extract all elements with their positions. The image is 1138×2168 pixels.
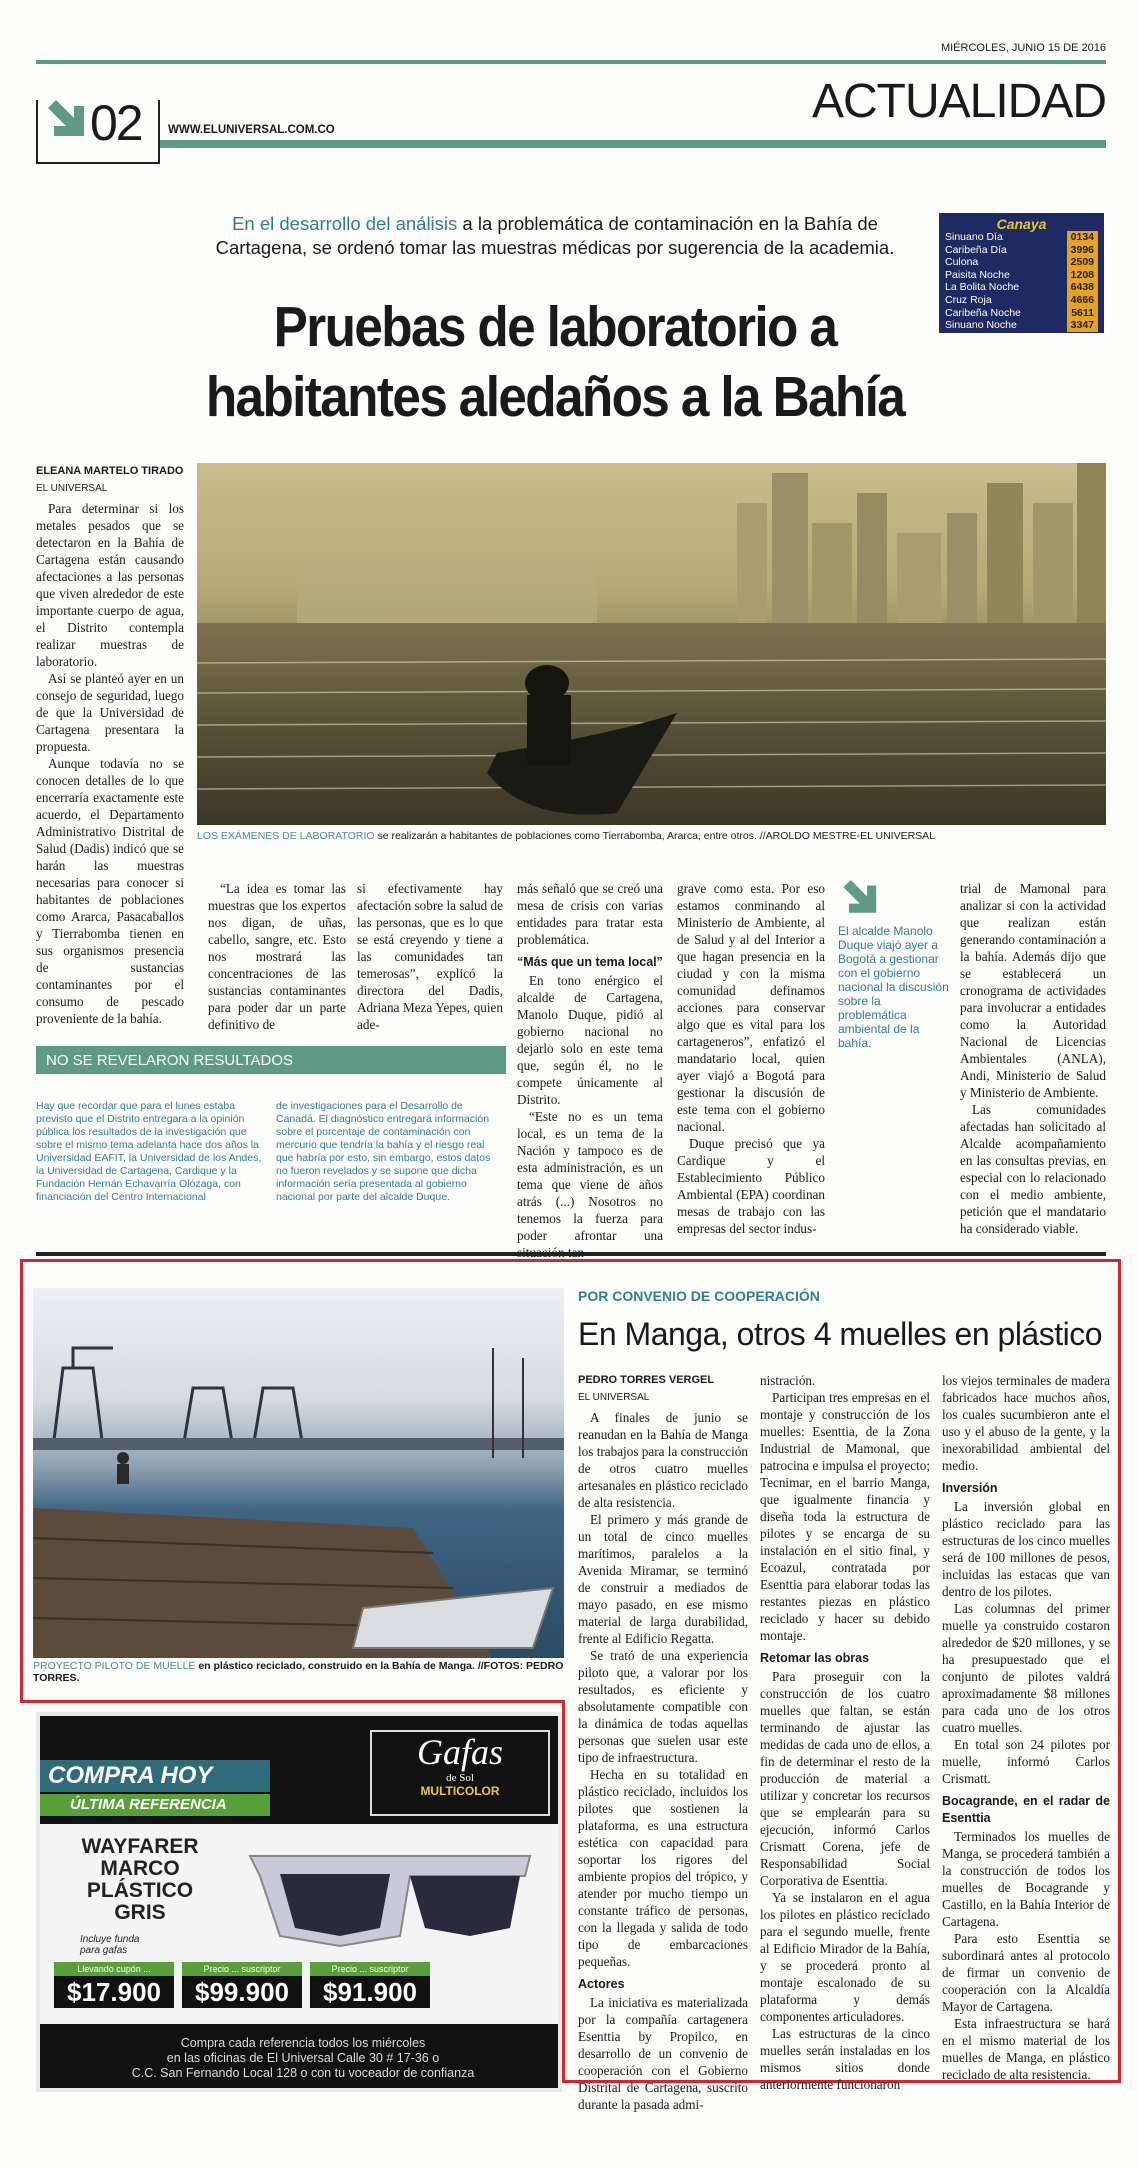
lottery-row: [945, 256, 1098, 269]
pullquote: [838, 880, 952, 1050]
pier-photo-caption: [33, 1660, 564, 1684]
lottery-label: Caribeña Día: [945, 243, 1007, 256]
lead-highlight: En el desarrollo del análisis: [232, 213, 458, 234]
subheading: Inversión: [942, 1481, 998, 1495]
ad-product-line-4: GRIS: [114, 1901, 166, 1924]
ad-brand-script: Gafas: [416, 1732, 503, 1772]
lottery-value: 3347: [1067, 319, 1098, 332]
ad-price-label: Llevando cupón ...: [54, 1962, 174, 1976]
lottery-brand: Canaya: [996, 216, 1047, 232]
subheading: “Más que un tema local”: [517, 955, 663, 969]
ad-price-value: $17.900: [54, 1976, 174, 2008]
headline-line-2: habitantes aledaños a la Bahía: [205, 365, 905, 429]
paragraph: grave como esta. Por eso estamos conminando al Ministerio de Ambiente, al de Salud y al del Interior a que hagan presencia en la ciudad y con la misma comunidad definamos acciones para conservar algo que es vital para los cartageneros”, enfatizó el mandatario local, quien ayer viajó a Bogotá para gestionar la discusión de este tema con el gobierno nacional.: [677, 881, 825, 1134]
ad-brand-sub: de Sol: [446, 1772, 474, 1784]
ad-footer-line-2: en las oficinas de El Universal Calle 30 # 17-36 o: [166, 2051, 440, 2065]
arrow-down-right-icon: [42, 100, 86, 144]
manga-column-1: [578, 1372, 748, 2113]
ad-price-label: Precio ... suscriptor: [182, 1962, 302, 1976]
header-rule: [160, 140, 1106, 148]
results-box: [36, 1046, 506, 1226]
ad-price-block: [310, 1962, 430, 2008]
paragraph: Las estructuras de la cinco muelles serán instaladas en los mismos sitios donde anteriormente funcionaron: [760, 2026, 930, 2092]
section-divider: [36, 1252, 1106, 1256]
manga-outlet: EL UNIVERSAL: [578, 1392, 650, 1403]
paragraph: Así se planteó ayer en un consejo de seguridad, luego de que la Universidad de Cartagena presentara la propuesta.: [36, 671, 184, 754]
issue-date: MIÉRCOLES, JUNIO 15 DE 2016: [940, 42, 1106, 54]
paragraph: si efectivamente hay afectación sobre la salud de las personas, que es lo que se está creyendo y tiene a las comunidades tan temerosas”, explicó la directora del Dadis, Adriana Meza Yepes, quien ade-: [357, 881, 503, 1032]
paragraph: El primero y más grande de un total de cinco muelles marítimos, paralelos a la Avenida Miramar, se terminó de construir a mediados de mayo pasado, en ese mismo material de larga durabilidad, frente al Edificio Regatta.: [578, 1512, 748, 1646]
highlight-frame-mid: [20, 1700, 565, 1703]
paragraph: Para esto Esenttia se subordinará antes al protocolo de firmar un convenio de cooperación con la Alcaldía Mayor de Cartagena.: [942, 1931, 1110, 2014]
ad-price-value: $91.900: [310, 1976, 430, 2008]
ad-footer-line-1: Compra cada referencia todos los miércoles: [180, 2036, 426, 2050]
ad-price-value: $99.900: [182, 1976, 302, 2008]
main-column-1: [36, 463, 184, 1027]
lottery-row: [945, 269, 1098, 282]
ad-footer-line-3: C.C. San Fernando Local 128 o con tu voceador de confianza: [131, 2066, 475, 2080]
pier-photo-caption-lead: PROYECTO PILOTO DE MUELLE: [33, 1660, 196, 1672]
paragraph: Para proseguir con la construcción de los cuatro muelles que faltan, se están terminando de ajustar las medidas de cada uno de ellos, a fin de determinar el resto de la producción de material a utilizar y concretar los recursos que se emplearán para su ejecución, informó Carlos Crismatt Corena, jefe de Responsabilidad Social Corporativa de Esenttia.: [760, 1669, 930, 1888]
paragraph: Las comunidades afectadas han solicitado al Alcalde acompañamiento en las consultas previas, en especial con lo relacionado con el medio ambiente, petición que el mandatario ha considerado viable.: [960, 1102, 1106, 1236]
paragraph: La inversión global en plástico reciclado para las estructuras de los cinco muelles será de 100 millones de pesos, incluidas las estacas que van dentro de los pilotes.: [942, 1499, 1110, 1599]
main-column-7: [960, 880, 1106, 1237]
ad-banner-bottom: ÚLTIMA REFERENCIA: [40, 1794, 270, 1816]
lead-summary: [215, 212, 895, 260]
paragraph: “Este no es un tema local, es un tema de la Nación y tampoco es de esta administración, es un tema que viene de años atrás (...) Nosotros no tenemos la fuerza para poder afrontar una: [517, 1109, 663, 1243]
page-number-box: [36, 95, 160, 164]
lottery-value: 1208: [1067, 269, 1098, 282]
paragraph: En total son 24 pilotes por muelle, informó Carlos Crismatt.: [942, 1737, 1110, 1786]
lottery-label: Paisita Noche: [945, 268, 1010, 281]
subheading: Actores: [578, 1977, 625, 1991]
ad-price-block: [182, 1962, 302, 2008]
ad-product-line-1: WAYFARER: [81, 1835, 199, 1858]
paragraph: nistración.: [760, 1373, 816, 1388]
lottery-label: Cruz Roja: [945, 293, 992, 306]
lottery-label: Sinuano Noche: [945, 319, 1017, 332]
lottery-label: Culona: [945, 256, 979, 269]
main-photo-caption: [197, 830, 1106, 842]
author: ELEANA MARTELO TIRADO: [36, 465, 184, 477]
ad-banner-top: COMPRA HOY: [40, 1760, 270, 1792]
ad-product-name: [50, 1836, 230, 1924]
ad-includes: Incluye funda para gafas: [80, 1934, 140, 1956]
sunglasses-ad[interactable]: [36, 1712, 562, 2092]
results-box-title-bar: [36, 1046, 506, 1074]
headline-line-1: Pruebas de laboratorio a: [273, 295, 837, 359]
lottery-value: 4666: [1067, 294, 1098, 307]
paragraph: Se trató de una experiencia piloto que, a valorar por los resultados, es eficiente y absolutamente compatible con la dinámica de todas aquellas personas que suelen usar este tipo de infraestructura.: [578, 1648, 748, 1765]
paragraph: Esta infraestructura se hará en el mismo material de los muelles de Manga, en plástico reciclado de alta resistencia.: [942, 2016, 1110, 2082]
lottery-value: 6438: [1067, 281, 1098, 294]
paragraph: Las columnas del primer muelle ya construido costaron alrededor de $20 millones, y se ha presupuestado que el conjunto de pilotes valdrá aproximadamente $8 millones para cada uno de los otros cuatro muelles.: [942, 1601, 1110, 1735]
ad-brand: [370, 1730, 550, 1816]
manga-headline: En Manga, otros 4 muelles en plástico: [578, 1316, 1103, 1352]
ad-brand-color: MULTICOLOR: [420, 1784, 500, 1798]
ad-price-label: Precio ... suscriptor: [310, 1962, 430, 1976]
paragraph: los viejos terminales de madera fabricados hace muchos años, los cuales sucumbieron ante el uso y el abuso de la gente, y la inexorabilidad ambiental del medio.: [942, 1373, 1110, 1473]
lottery-value: 0134: [1067, 231, 1098, 244]
section-name: ACTUALIDAD: [811, 75, 1106, 128]
lottery-row: [945, 244, 1098, 257]
results-box-left-text: Hay que recordar que para el lunes estaba previsto que el Distrito entregara a la opinión pública los resultados de la investigación que sobre el mismo tema adelanta hace dos años la Universidad EAFIT, la Universidad de los Andes, la Universidad de Cartagena, Cardique y la Fundación Hernán Echavarría Olózaga, con financiación del Centro Internacional: [36, 1100, 262, 1203]
paragraph: En tono enérgico el alcalde de Cartagena, Manolo Duque, pidió al gobierno nacional no dejarlo solo en este tema que, según él, no le compete únicamente al Distrito.: [517, 973, 663, 1107]
pier-photo: [33, 1288, 564, 1658]
subheading: Retomar las obras: [760, 1651, 870, 1665]
lottery-value: 3996: [1067, 244, 1098, 257]
paragraph: más señaló que se creó una mesa de crisis con varias entidades para tratar esta problemática.: [517, 881, 663, 947]
lottery-label: Caribeña Noche: [945, 306, 1021, 319]
lead-text: a la problemática de contaminación en la Bahía de Cartagena, se ordenó tomar las muestras médicas por sugerencia de la academia.: [215, 213, 895, 258]
main-photo-caption-lead: LOS EXÁMENES DE LABORATORIO: [197, 830, 375, 842]
paragraph: Ya se instalaron en el agua los pilotes en plástico reciclado para el segundo muelle, frente al Edificio Mirador de la Bahía, y se procederá pronto al montaje escalonado de su plataforma y demás componentes articuladores.: [760, 1890, 930, 2024]
arrow-down-right-icon: [838, 880, 878, 920]
sunglasses-image: [240, 1836, 540, 1956]
paragraph: Duque precisó que ya Cardique y el Establecimiento Público Ambiental (EPA) coordinan mesas de trabajo con las empresas del sector indus-: [677, 1136, 825, 1236]
lottery-row: [945, 231, 1098, 244]
website-url[interactable]: WWW.ELUNIVERSAL.COM.CO: [168, 124, 335, 136]
results-box-right-text: de investigaciones para el Desarrollo de Canadá. El diagnóstico entregará información sobre el porcentaje de contaminación con mercurio que tendría la bahía y el riesgo real que habría por esto, sin embargo, estos datos no fueron revelados y se supone que dicha información sería presentada al gobierno nacional por parte del alcalde Duque.: [276, 1100, 491, 1203]
headline: [110, 292, 1001, 432]
paragraph: A finales de junio se reanudan en la Bahía de Manga los trabajos para la construcción de otros cuatro muelles artesanales en plástico reciclado de alta resistencia.: [578, 1410, 748, 1510]
subheading: Bocagrande, en el radar de Esenttia: [942, 1794, 1110, 1825]
paragraph: Para determinar si los metales pesados que se detectaron en la Bahía de Cartagena están causando afectaciones a las personas que viven alrededor de este importante cuerpo de agua, el Distrito contempla realizar muestras de laboratorio.: [36, 501, 184, 669]
manga-kicker: POR CONVENIO DE COOPERACIÓN: [578, 1288, 820, 1304]
ad-product-line-2: MARCO: [100, 1857, 180, 1880]
lottery-label: La Bolita Noche: [945, 281, 1020, 294]
manga-author: PEDRO TORRES VERGEL: [578, 1374, 715, 1386]
paragraph: “La idea es tomar las muestras que los expertos nos digan, de uñas, cabello, sangre, etc. Esto nos mostrará las concentraciones de las sustancias contaminantes para poder dar un parte definitivo de: [208, 881, 346, 1032]
manga-column-2: [760, 1372, 930, 2093]
main-column-4: [517, 880, 663, 1261]
paragraph: Hecha en su totalidad en plástico reciclado, incluidos los pilotes que sostienen la plataforma, es una estructura estética con capacidad para soportar los rigores del ambiente propios del trópico, y atender por mucho tiempo un constante tráfico de personas, con la llegada y salida de todo tipo de embarcaciones pequeñas.: [578, 1767, 748, 1969]
paragraph: Aunque todavía no se conocen detalles de lo que encerraría exactamente este acuerdo, el Departamento Administrativo Distrital de Salud (Dadis) indicó que se harán las muestras necesarias para conocer si habitantes de poblaciones como Ararca, Pasacaballos y Tierrabomba tienen en sus organismos presencia de sustancias contaminantes por el consumo de pescado proveniente de la bahía.: [36, 756, 184, 1026]
page-number: 02: [90, 95, 142, 151]
paragraph: Participan tres empresas en el montaje y construcción de los muelles: Esenttia, de la Zona Industrial de Mamonal, que patrocina e impulsa el proyecto; Tecnimar, en el barrio Manga, que igualmente financia y diseña toda la estructura de pilotes y se encarga de su instalación en el sitio final, y Ecoazul, contratada por Esenttia para elaborar todas las restantes piezas en plástico reciclado y hacer su debido montaje.: [760, 1390, 930, 1643]
ad-price-block: [54, 1962, 174, 2008]
outlet: EL UNIVERSAL: [36, 483, 108, 494]
main-photo-caption-text: se realizarán a habitantes de poblaciones como Tierrabomba, Ararca, entre otros. //AROLDO MESTRE-EL UNIVERSAL: [374, 830, 936, 842]
lottery-label: Sinuano Día: [945, 231, 1003, 243]
bay-photo: [197, 463, 1106, 825]
paragraph: La iniciativa es materializada por la compañía cartagenera Esenttia by Propilco, en desarrollo de un convenio de cooperación con el Gobierno Distrital de Cartagena, suscrito durante la pasada admi-: [578, 1995, 748, 2112]
pullquote-text: El alcalde Manolo Duque viajó ayer a Bogotá a gestionar con el gobierno nacional la discusión sobre la problemática ambiental de la bahía.: [838, 924, 949, 1050]
top-rule: [36, 60, 1106, 64]
pier-photo-caption-text: en plástico reciclado, construido en la Bahía de Manga. //FOTOS: PEDRO TORRES.: [33, 1660, 564, 1684]
lottery-value: 2509: [1067, 256, 1098, 269]
paragraph: Terminados los muelles de Manga, se procederá también a la construcción de todos los muelles de Bocagrande y Castillo, en la Bahía Interior de Cartagena.: [942, 1829, 1110, 1929]
paragraph: trial de Mamonal para analizar si con la actividad que realizan están generando contaminación a la bahía. Además dijo que se establecerá un cronograma de actividades para involucrar a entidades como la Autoridad Nacional de Licencias Ambientales (ANLA), Andi, Ministerio de Salud y Ministerio de Ambiente.: [960, 881, 1106, 1100]
results-box-title: NO SE REVELARON RESULTADOS: [46, 1052, 294, 1069]
ad-product-line-3: PLÁSTICO: [86, 1879, 194, 1902]
main-column-2: [208, 880, 346, 1033]
main-column-3: [357, 880, 503, 1033]
ad-footer: [40, 2036, 562, 2081]
lottery-value: 5611: [1067, 307, 1098, 320]
manga-column-3: [942, 1372, 1110, 2083]
main-column-5: [677, 880, 825, 1237]
